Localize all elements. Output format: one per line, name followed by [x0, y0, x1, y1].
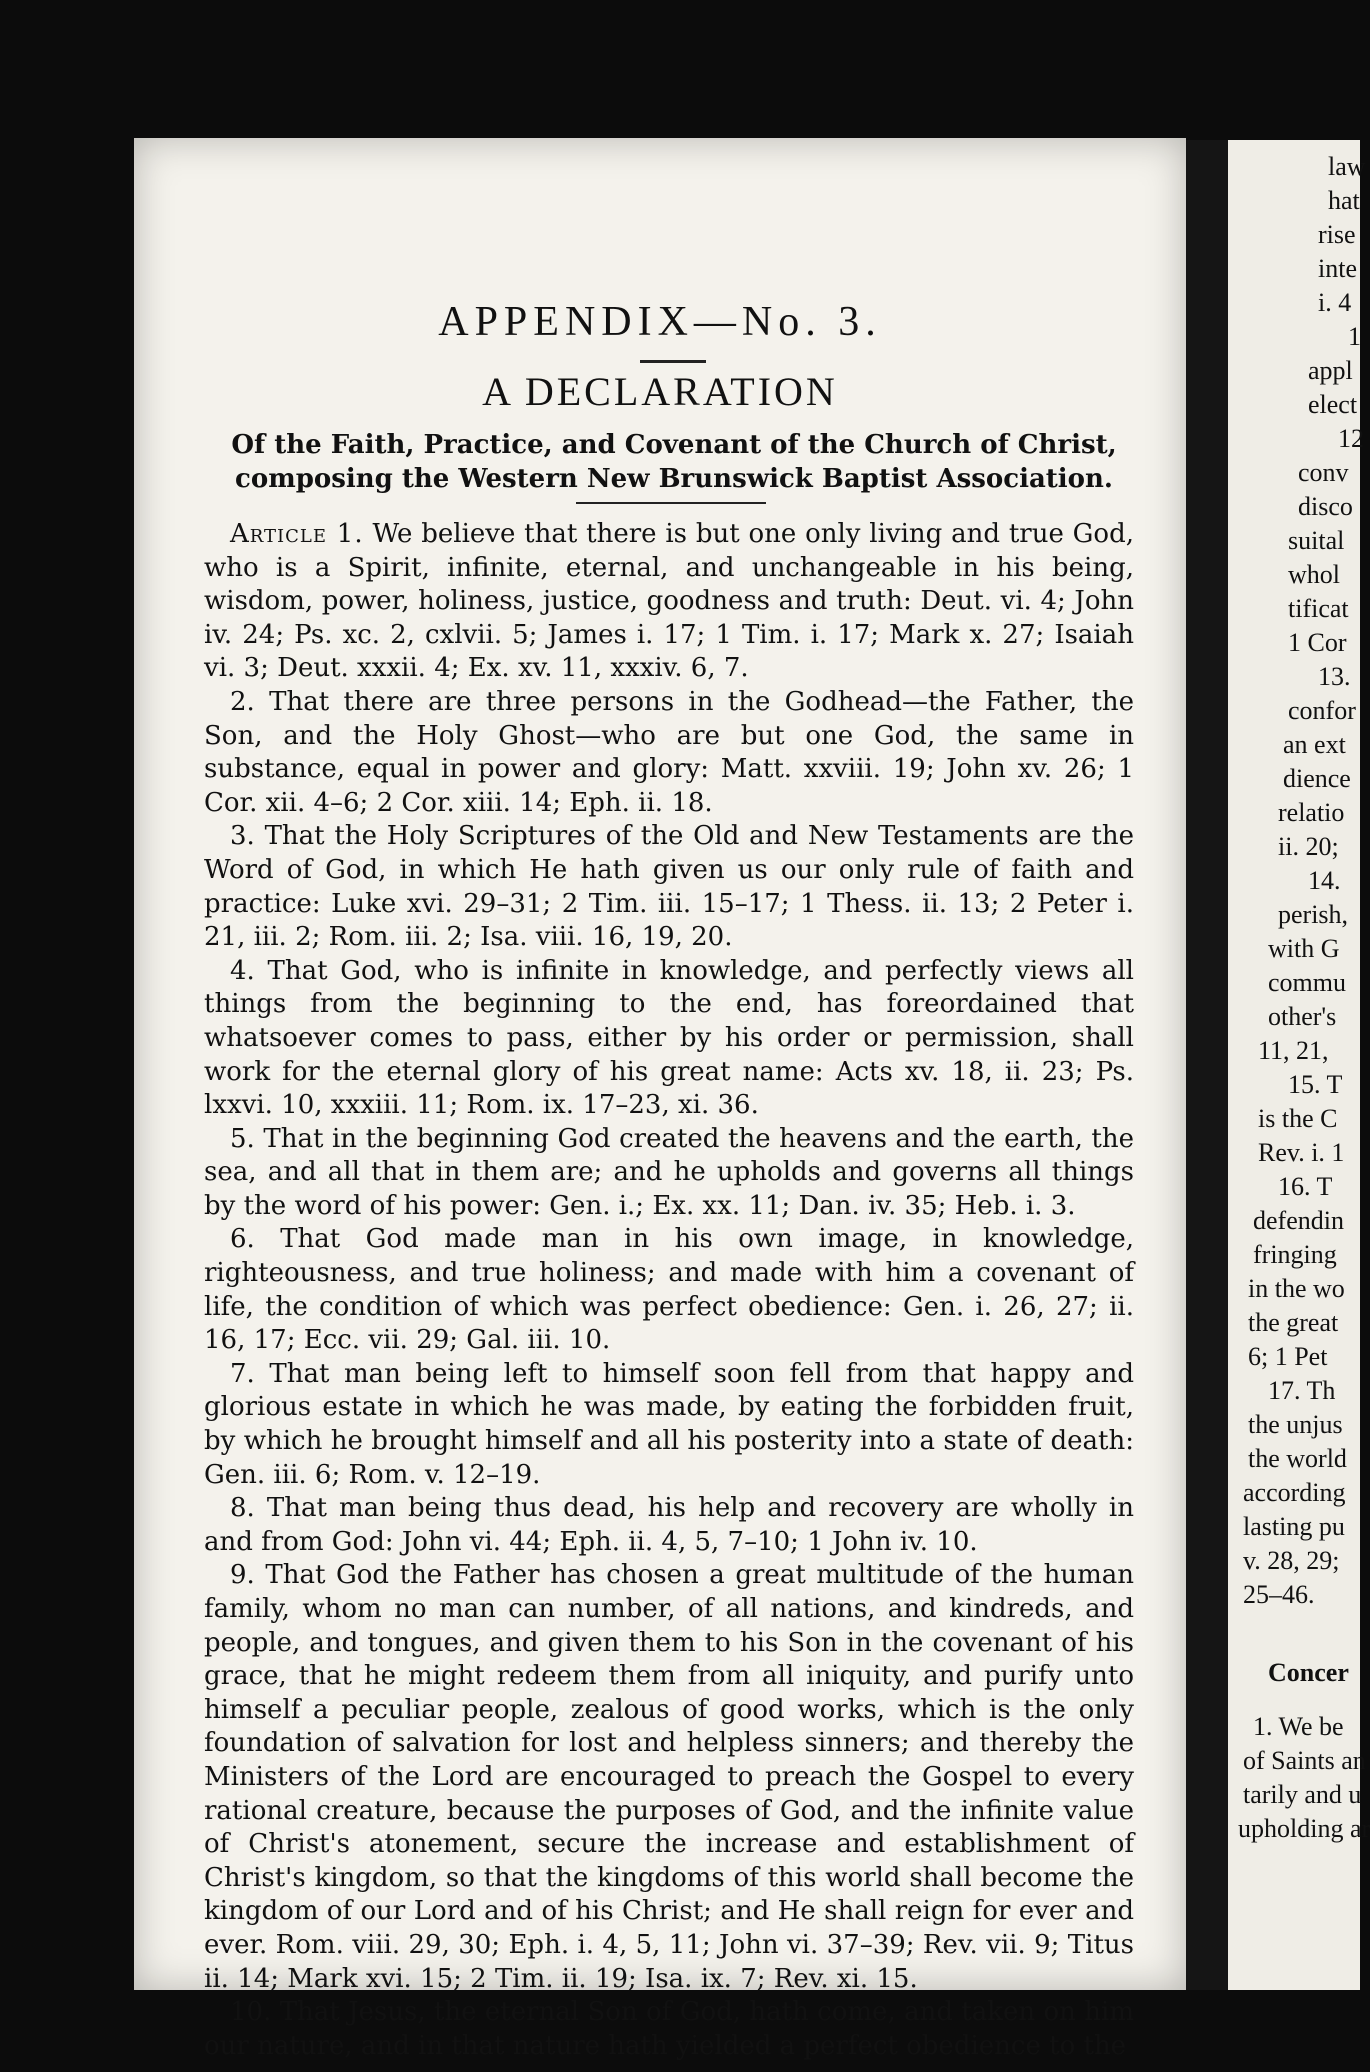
facing-page-fragment: dience [1283, 764, 1351, 793]
facing-page-fragment: ii. 20; [1278, 832, 1339, 861]
article-paragraph: 7. That man being left to himself soon fell from that happy and glorious estate in which he was made, by eating the forbidden fruit, by which he brought himself and all his posterity into a state of death: Gen. iii. 6; Rom. v. 12–19. [204, 1358, 1134, 1490]
facing-page-fragment: Rev. i. 1 [1258, 1138, 1345, 1167]
facing-page-fragment: whol [1288, 560, 1340, 589]
facing-page-fragment: tarily and u [1243, 1780, 1362, 1809]
facing-page-fragment: inte [1318, 254, 1357, 283]
article-paragraph: 6. That God made man in his own image, in knowledge, righteousness, and true holiness; and made with him a covenant of life, the condition of which was perfect obedience: Gen. i. 26, 27; ii. 16, 17; Ecc. vii. 29; Gal. iii. 10. [204, 1224, 1134, 1356]
facing-page-fragment: 17. Th [1268, 1376, 1336, 1405]
facing-page-fragment: relatio [1278, 798, 1345, 827]
article-paragraph: 9. That God the Father has chosen a great multitude of the human family, whom no man can number, of all nations, and kindreds, and people, and tongues, and given them to his Son in the covenant of his grace, that he might redeem them from all iniquity, and purify unto himself a peculiar people, zealous of good works, which is the only foundation of salvation for lost and helpless sinners; and thereby the Ministers of the Lord are encouraged to preach the Gospel to every rational creature, because the purposes of God, and the infinite value of Christ's atonement, secure the increase and establishment of Christ's kingdom, so that the kingdoms of this world shall become the kingdom of our Lord and of his Christ; and He shall reign for ever and ever. Rom. viii. 29, 30; Eph. i. 4, 5, 11; John vi. 37–39; Rev. vii. 9; Titus ii. 14; Mark xvi. 15; 2 Tim. ii. 19; Isa. ix. 7; Rev. xi. 15. [204, 1560, 1134, 1994]
article-paragraph: 3. That the Holy Scriptures of the Old and New Testaments are the Word of God, in which He hath given us our only rule of faith and practice: Luke xvi. 29–31; 2 Tim. iii. 15–17; 1 Thess. ii. 13; 2 Peter i. 21, iii. 2; Rom. iii. 2; Isa. viii. 16, 19, 20. [204, 821, 1134, 953]
facing-page-fragment: defendin [1253, 1206, 1344, 1235]
article-paragraph: 8. That man being thus dead, his help and recovery are wholly in and from God: John vi. 44; Eph. ii. 4, 5, 7–10; 1 John iv. 10. [204, 1493, 1134, 1557]
facing-page-fragment: elect [1308, 390, 1358, 419]
facing-page-fragment: commu [1268, 968, 1346, 997]
article-label: Article 1. [230, 519, 364, 549]
page-subtitle: A DECLARATION [482, 369, 838, 414]
facing-page-fragment: 15. T [1288, 1070, 1343, 1099]
facing-page-fragment: rise [1318, 220, 1356, 249]
facing-page-fragment: 12 [1338, 424, 1364, 453]
facing-page-fragment: with G [1268, 934, 1340, 963]
book-gutter [1186, 140, 1228, 1990]
facing-page-fragment: i. 4 [1318, 288, 1352, 317]
article-paragraph: 4. That God, who is infinite in knowledge, and perfectly views all things from the beginning to the end, has foreordained that whatsoever comes to pass, either by his order or permission, shall work for the eternal glory of his great name: Acts xv. 18, ii. 23; Ps. lxxvi. 10, xxxiii. 11; Rom. ix. 17–23, xi. 36. [204, 955, 1134, 1121]
facing-page-fragment: the unjus [1248, 1410, 1343, 1439]
article-paragraph: 5. That in the beginning God created the heavens and the earth, the sea, and all that in them are; and he upholds and governs all things by the word of his power: Gen. i.; Ex. xx. 11; Dan. iv. 35; Heb. i. 3. [204, 1123, 1134, 1221]
facing-page-fragment: in the wo [1248, 1274, 1345, 1303]
facing-page-fragment: perish, [1278, 900, 1349, 929]
facing-page-fragment: 16. T [1278, 1172, 1333, 1201]
facing-page-fragment: v. 28, 29; [1243, 1546, 1340, 1575]
page-title: APPENDIX—No. 3. [438, 299, 882, 345]
facing-page-fragment: according [1243, 1478, 1346, 1507]
facing-page-fragment: the world [1248, 1444, 1347, 1473]
facing-page-fragment: appl [1308, 356, 1353, 385]
facing-page-fragment: the great [1248, 1308, 1339, 1337]
facing-page-fragment: confor [1288, 696, 1356, 725]
facing-page-fragment: 1 Cor [1288, 628, 1347, 657]
facing-page-fragment: lasting pu [1243, 1512, 1345, 1541]
document-body [204, 518, 1134, 2063]
facing-page-fragment: suital [1288, 526, 1345, 555]
facing-page-fragment: 1. We be [1253, 1712, 1344, 1741]
article-paragraph: 2. That there are three persons in the Godhead—the Father, the Son, and the Holy Ghost—who are but one God, the same in substance, equal in power and glory: Matt. xxviii. 19; John xv. 26; 1 Cor. xii. 4–6; 2 Cor. xiii. 14; Eph. ii. 18. [204, 686, 1134, 818]
facing-page-fragment: law [1328, 152, 1366, 181]
title-rule [640, 360, 706, 363]
facing-page-fragment: tificat [1288, 594, 1349, 623]
article-paragraph: 10. That Jesus, the eternal Son of God, hath come, and taken on him our nature, and in that nature hath yielded a perfect obedience to the [204, 1997, 1134, 2061]
facing-page-fragment: of Saints an [1243, 1746, 1366, 1775]
facing-page-fragment: Concer [1268, 1658, 1349, 1687]
paragraph-text: We believe that there is but one only living and true God, who is a Spirit, infinite, eternal, and unchangeable in his being, wisdom, power, holiness, justice, goodness and truth: Deut. vi. 4; John iv. 24; Ps. xc. 2, cxlvii. 5; James i. 17; 1 Tim. i. 17; Mark x. 27; Isaiah vi. 3; Deut. xxxii. 4; Ex. xv. 11, xxxiv. 6, 7. [204, 519, 1134, 684]
facing-page-fragment: hat [1328, 186, 1360, 215]
facing-page-fragment: 13. [1318, 662, 1351, 691]
facing-page-fragment: is the C [1258, 1104, 1338, 1133]
facing-page-fragment: an ext [1283, 730, 1346, 759]
facing-page-fragment: other's [1268, 1002, 1337, 1031]
facing-page-fragment: 6; 1 Pet [1248, 1342, 1328, 1371]
declaration-intro: Of the Faith, Practice, and Covenant of the Church of Christ, composing the Western New Brunswick Baptist Association. [231, 430, 1117, 494]
facing-page [1228, 140, 1370, 1990]
facing-page-fragment: upholding ar [1238, 1814, 1370, 1843]
facing-page-fragment: 1 [1348, 322, 1361, 351]
article-paragraph [204, 518, 1134, 686]
facing-page-fragment: 25–46. [1243, 1580, 1315, 1609]
section-rule [576, 502, 766, 504]
document-page [134, 138, 1186, 2061]
facing-page-fragment: 14. [1308, 866, 1341, 895]
facing-page-fragment: conv [1298, 458, 1349, 487]
facing-page-fragment: 11, 21, [1258, 1036, 1329, 1065]
facing-page-fragment: disco [1298, 492, 1353, 521]
facing-page-fragment: fringing [1253, 1240, 1337, 1269]
